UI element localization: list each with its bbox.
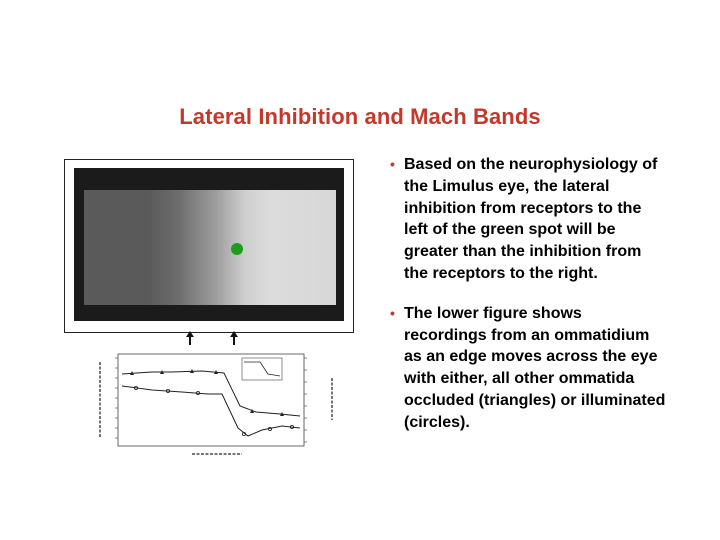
photo-dark-border [74,168,344,321]
bullet-dot-icon: • [390,304,395,321]
up-arrow-icon [186,331,194,345]
green-spot-marker [231,243,243,255]
bullet-text: The lower figure shows recordings from an ommatidium as an edge moves across the eye with either, all other ommatida occluded (triangles) or illuminated (circles). [404,304,666,431]
bullet-item [388,303,668,434]
ommatidium-recording-graph [92,350,342,460]
bullet-dot-icon: • [390,156,395,172]
bullet-text: Based on the neurophysiology of the Limulus eye, the lateral inhibition from receptors to the left of the green spot will be greater than the inhibition from the receptors to the right. [404,156,658,282]
mach-band-photo [64,159,354,333]
bullet-list [388,154,668,452]
mach-band-gradient [84,190,336,305]
slide-title: Lateral Inhibition and Mach Bands [179,104,541,129]
bullet-item [388,154,668,285]
up-arrow-icon [230,331,238,345]
